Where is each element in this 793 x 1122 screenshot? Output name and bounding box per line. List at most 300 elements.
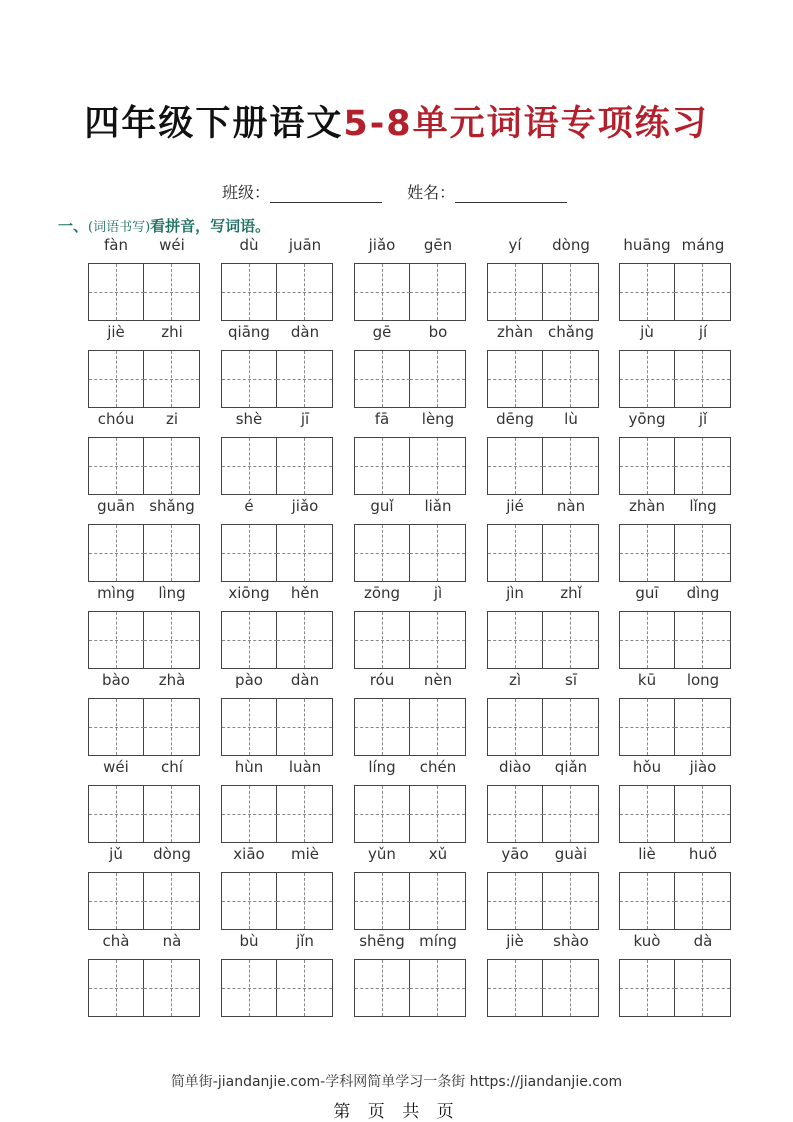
guide-line-horizontal	[543, 553, 598, 554]
guide-line-horizontal	[620, 640, 675, 641]
writing-cell[interactable]	[675, 351, 730, 407]
writing-cell[interactable]	[620, 351, 675, 407]
guide-line-horizontal	[89, 466, 144, 467]
pinyin-label: nàn	[556, 497, 586, 515]
pinyin-label: long	[686, 671, 720, 689]
pinyin-label: lù	[564, 410, 578, 428]
tianzige-box	[354, 872, 466, 930]
writing-cell[interactable]	[277, 525, 332, 581]
guide-line-horizontal	[355, 640, 410, 641]
guide-line-horizontal	[543, 379, 598, 380]
guide-line-horizontal	[277, 727, 332, 728]
guide-line-horizontal	[355, 379, 410, 380]
tianzige-box	[619, 872, 731, 930]
writing-cell[interactable]	[89, 786, 144, 842]
guide-line-horizontal	[277, 814, 332, 815]
guide-line-horizontal	[675, 727, 730, 728]
tianzige-box	[619, 785, 731, 843]
pinyin-label: dà	[693, 932, 713, 950]
pinyin-label: zhà	[158, 671, 186, 689]
pinyin-label: líng	[368, 758, 396, 776]
tianzige-box	[354, 959, 466, 1017]
writing-cell[interactable]	[277, 873, 332, 929]
writing-cell[interactable]	[410, 264, 465, 320]
writing-cell[interactable]	[222, 351, 277, 407]
guide-line-horizontal	[410, 640, 465, 641]
pinyin-label: nà	[162, 932, 182, 950]
writing-cell[interactable]	[675, 786, 730, 842]
pinyin-label: fā	[374, 410, 390, 428]
pinyin-label: guài	[554, 845, 588, 863]
guide-line-horizontal	[410, 727, 465, 728]
footer-text: 简单街-jiandanjie.com-学科网简单学习一条街 https://jiandanjie.com	[170, 1074, 623, 1090]
tianzige-box	[354, 263, 466, 321]
pinyin-label: guī	[635, 584, 659, 602]
writing-cell[interactable]	[620, 264, 675, 320]
guide-line-horizontal	[222, 640, 277, 641]
pinyin-label: juān	[288, 236, 322, 254]
writing-cell[interactable]	[488, 438, 543, 494]
guide-line-horizontal	[488, 379, 543, 380]
tianzige-box	[88, 872, 200, 930]
page-number: 第 页 共 页	[333, 1102, 460, 1122]
writing-cell[interactable]	[222, 960, 277, 1016]
writing-cell[interactable]	[222, 873, 277, 929]
pinyin-label: xiāo	[233, 845, 265, 863]
pinyin-label: dàn	[290, 323, 320, 341]
guide-line-horizontal	[277, 379, 332, 380]
writing-cell[interactable]	[675, 873, 730, 929]
section-number: 一、	[58, 217, 89, 235]
guide-line-horizontal	[277, 988, 332, 989]
tianzige-box	[221, 785, 333, 843]
writing-cell[interactable]	[543, 873, 598, 929]
guide-line-horizontal	[89, 553, 144, 554]
pinyin-label: zōng	[363, 584, 401, 602]
writing-cell[interactable]	[144, 612, 199, 668]
guide-line-horizontal	[543, 988, 598, 989]
tianzige-box	[88, 785, 200, 843]
pinyin-label: guǐ	[370, 497, 394, 515]
pinyin-label: jiǎo	[368, 236, 396, 254]
pinyin-label: zhǐ	[560, 584, 582, 602]
writing-cell[interactable]	[355, 264, 410, 320]
writing-cell[interactable]	[222, 264, 277, 320]
guide-line-horizontal	[144, 901, 199, 902]
pinyin-label: guān	[97, 497, 135, 515]
pinyin-label: lèng	[421, 410, 455, 428]
writing-cell[interactable]	[543, 351, 598, 407]
writing-cell[interactable]	[543, 525, 598, 581]
tianzige-box	[619, 350, 731, 408]
writing-cell[interactable]	[89, 351, 144, 407]
guide-line-horizontal	[488, 814, 543, 815]
tianzige-box	[354, 698, 466, 756]
writing-cell[interactable]	[488, 873, 543, 929]
tianzige-box	[487, 263, 599, 321]
pinyin-label: jiào	[689, 758, 717, 776]
guide-line-horizontal	[222, 466, 277, 467]
writing-cell[interactable]	[89, 612, 144, 668]
pinyin-label: zhi	[161, 323, 183, 341]
guide-line-horizontal	[675, 466, 730, 467]
writing-cell[interactable]	[89, 525, 144, 581]
pinyin-label: jìn	[506, 584, 524, 602]
pinyin-label: mìng	[97, 584, 135, 602]
tianzige-box	[88, 524, 200, 582]
writing-cell[interactable]	[89, 873, 144, 929]
pinyin-label: chóu	[97, 410, 135, 428]
guide-line-horizontal	[222, 901, 277, 902]
writing-cell[interactable]	[355, 699, 410, 755]
guide-line-horizontal	[675, 640, 730, 641]
pinyin-label: qiāng	[228, 323, 270, 341]
tianzige-box	[354, 350, 466, 408]
guide-line-horizontal	[488, 901, 543, 902]
writing-cell[interactable]	[355, 612, 410, 668]
guide-line-horizontal	[89, 379, 144, 380]
writing-cell[interactable]	[222, 786, 277, 842]
writing-cell[interactable]	[543, 960, 598, 1016]
guide-line-horizontal	[543, 466, 598, 467]
guide-line-horizontal	[620, 901, 675, 902]
writing-cell[interactable]	[410, 438, 465, 494]
writing-cell[interactable]	[277, 612, 332, 668]
tianzige-box	[221, 524, 333, 582]
writing-cell[interactable]	[89, 699, 144, 755]
pinyin-label: pào	[235, 671, 263, 689]
pinyin-label: jiè	[506, 932, 524, 950]
pinyin-label: hǒu	[632, 758, 662, 776]
writing-cell[interactable]	[675, 699, 730, 755]
name-label: 姓名：	[407, 183, 456, 202]
pinyin-label: gē	[372, 323, 392, 341]
writing-cell[interactable]	[144, 873, 199, 929]
pinyin-label: máng	[681, 236, 725, 254]
writing-cell[interactable]	[543, 786, 598, 842]
pinyin-label: jǔ	[109, 845, 123, 863]
guide-line-horizontal	[543, 292, 598, 293]
writing-cell[interactable]	[410, 960, 465, 1016]
guide-line-horizontal	[543, 814, 598, 815]
writing-cell[interactable]	[620, 525, 675, 581]
writing-cell[interactable]	[222, 699, 277, 755]
pinyin-label: yāo	[501, 845, 529, 863]
guide-line-horizontal	[488, 640, 543, 641]
pinyin-label: zì	[508, 671, 522, 689]
tianzige-box	[487, 524, 599, 582]
guide-line-horizontal	[89, 292, 144, 293]
guide-line-horizontal	[355, 814, 410, 815]
pinyin-label: lìng	[158, 584, 186, 602]
writing-cell[interactable]	[277, 960, 332, 1016]
tianzige-box	[487, 611, 599, 669]
guide-line-horizontal	[355, 553, 410, 554]
pinyin-label: bù	[239, 932, 259, 950]
pinyin-label: xiōng	[228, 584, 270, 602]
writing-cell[interactable]	[675, 960, 730, 1016]
pinyin-label: lǐng	[689, 497, 717, 515]
writing-cell[interactable]	[355, 351, 410, 407]
guide-line-horizontal	[620, 379, 675, 380]
guide-line-horizontal	[410, 901, 465, 902]
guide-line-horizontal	[144, 292, 199, 293]
guide-line-horizontal	[543, 901, 598, 902]
writing-cell[interactable]	[144, 438, 199, 494]
writing-cell[interactable]	[89, 264, 144, 320]
guide-line-horizontal	[620, 292, 675, 293]
pinyin-label: kuò	[633, 932, 661, 950]
pinyin-label: liǎn	[424, 497, 452, 515]
name-field[interactable]	[455, 186, 567, 203]
writing-cell[interactable]	[355, 438, 410, 494]
writing-cell[interactable]	[222, 612, 277, 668]
writing-cell[interactable]	[488, 960, 543, 1016]
writing-cell[interactable]	[488, 612, 543, 668]
guide-line-horizontal	[620, 814, 675, 815]
writing-cell[interactable]	[410, 612, 465, 668]
writing-cell[interactable]	[355, 525, 410, 581]
pinyin-label: gēn	[423, 236, 453, 254]
tianzige-box	[619, 437, 731, 495]
pinyin-label: hùn	[234, 758, 264, 776]
writing-cell[interactable]	[543, 612, 598, 668]
tianzige-box	[354, 611, 466, 669]
title-grade: 四年级下册语文	[84, 104, 344, 144]
tianzige-box	[619, 698, 731, 756]
tianzige-box	[221, 263, 333, 321]
writing-cell[interactable]	[89, 960, 144, 1016]
writing-cell[interactable]	[355, 786, 410, 842]
pinyin-label: yōng	[628, 410, 666, 428]
pinyin-label: dòng	[552, 236, 590, 254]
section-heading	[58, 215, 270, 236]
tianzige-box	[221, 350, 333, 408]
guide-line-horizontal	[89, 988, 144, 989]
writing-cell[interactable]	[144, 264, 199, 320]
guide-line-horizontal	[675, 988, 730, 989]
guide-line-horizontal	[410, 553, 465, 554]
pinyin-label: róu	[369, 671, 395, 689]
writing-cell[interactable]	[675, 525, 730, 581]
class-label: 班级：	[222, 183, 271, 202]
pinyin-label: bo	[428, 323, 448, 341]
pinyin-label: jí	[698, 323, 708, 341]
pinyin-label: huǒ	[688, 845, 718, 863]
pinyin-label: shǎng	[149, 497, 195, 515]
tianzige-box	[487, 437, 599, 495]
guide-line-horizontal	[222, 988, 277, 989]
writing-cell[interactable]	[543, 264, 598, 320]
pinyin-label: diào	[498, 758, 532, 776]
tianzige-box	[88, 263, 200, 321]
guide-line-horizontal	[355, 901, 410, 902]
writing-cell[interactable]	[89, 438, 144, 494]
tianzige-box	[88, 350, 200, 408]
writing-cell[interactable]	[620, 960, 675, 1016]
guide-line-horizontal	[89, 901, 144, 902]
writing-cell[interactable]	[144, 699, 199, 755]
student-info	[222, 180, 587, 203]
tianzige-box	[619, 959, 731, 1017]
guide-line-horizontal	[488, 553, 543, 554]
guide-line-horizontal	[488, 988, 543, 989]
pinyin-label: chà	[102, 932, 130, 950]
writing-cell[interactable]	[488, 786, 543, 842]
writing-cell[interactable]	[277, 264, 332, 320]
pinyin-label: jiǎo	[291, 497, 319, 515]
pinyin-label: huāng	[623, 236, 671, 254]
writing-cell[interactable]	[144, 960, 199, 1016]
guide-line-horizontal	[144, 379, 199, 380]
tianzige-box	[487, 959, 599, 1017]
writing-cell[interactable]	[620, 699, 675, 755]
guide-line-horizontal	[675, 553, 730, 554]
guide-line-horizontal	[144, 727, 199, 728]
writing-cell[interactable]	[277, 438, 332, 494]
guide-line-horizontal	[488, 466, 543, 467]
pinyin-label: xǔ	[428, 845, 448, 863]
writing-cell[interactable]	[620, 612, 675, 668]
guide-line-horizontal	[675, 814, 730, 815]
tianzige-box	[221, 611, 333, 669]
pinyin-label: sī	[565, 671, 577, 689]
pinyin-label: zhàn	[628, 497, 666, 515]
pinyin-label: chén	[419, 758, 457, 776]
guide-line-horizontal	[410, 466, 465, 467]
pinyin-label: yí	[508, 236, 522, 254]
guide-line-horizontal	[355, 727, 410, 728]
pinyin-label: shēng	[359, 932, 405, 950]
tianzige-box	[88, 698, 200, 756]
guide-line-horizontal	[675, 901, 730, 902]
writing-cell[interactable]	[488, 264, 543, 320]
writing-cell[interactable]	[675, 438, 730, 494]
writing-cell[interactable]	[488, 699, 543, 755]
tianzige-box	[221, 698, 333, 756]
writing-cell[interactable]	[410, 351, 465, 407]
guide-line-horizontal	[543, 640, 598, 641]
pinyin-label: jì	[433, 584, 443, 602]
pinyin-label: fàn	[104, 236, 128, 254]
pinyin-label: chǎng	[548, 323, 594, 341]
pinyin-label: dàn	[290, 671, 320, 689]
pinyin-label: shè	[235, 410, 263, 428]
tianzige-box	[88, 437, 200, 495]
guide-line-horizontal	[488, 727, 543, 728]
writing-cell[interactable]	[488, 525, 543, 581]
guide-line-horizontal	[355, 988, 410, 989]
pinyin-label: jī	[300, 410, 310, 428]
writing-cell[interactable]	[543, 699, 598, 755]
writing-cell[interactable]	[410, 873, 465, 929]
pinyin-label: jǐ	[698, 410, 708, 428]
tianzige-box	[619, 263, 731, 321]
guide-line-horizontal	[620, 466, 675, 467]
guide-line-horizontal	[144, 553, 199, 554]
writing-cell[interactable]	[675, 264, 730, 320]
tianzige-box	[354, 437, 466, 495]
writing-cell[interactable]	[488, 351, 543, 407]
guide-line-horizontal	[488, 292, 543, 293]
writing-cell[interactable]	[410, 699, 465, 755]
section-tag: (词语书写)	[88, 220, 151, 235]
tianzige-box	[354, 524, 466, 582]
writing-cell[interactable]	[144, 351, 199, 407]
writing-cell[interactable]	[620, 438, 675, 494]
writing-cell[interactable]	[144, 525, 199, 581]
tianzige-box	[354, 785, 466, 843]
writing-cell[interactable]	[277, 786, 332, 842]
writing-cell[interactable]	[355, 960, 410, 1016]
writing-cell[interactable]	[620, 873, 675, 929]
pinyin-label: dù	[239, 236, 259, 254]
pinyin-label: jié	[506, 497, 524, 515]
guide-line-horizontal	[277, 640, 332, 641]
tianzige-box	[619, 611, 731, 669]
pinyin-label: yǔn	[368, 845, 396, 863]
tianzige-box	[221, 872, 333, 930]
tianzige-box	[487, 698, 599, 756]
guide-line-horizontal	[222, 814, 277, 815]
writing-cell[interactable]	[144, 786, 199, 842]
writing-cell[interactable]	[222, 525, 277, 581]
writing-cell[interactable]	[277, 351, 332, 407]
pinyin-label: hěn	[290, 584, 320, 602]
writing-cell[interactable]	[675, 612, 730, 668]
writing-cell[interactable]	[543, 438, 598, 494]
class-field[interactable]	[270, 186, 382, 203]
guide-line-horizontal	[410, 292, 465, 293]
guide-line-horizontal	[144, 814, 199, 815]
tianzige-box	[221, 959, 333, 1017]
guide-line-horizontal	[144, 640, 199, 641]
pinyin-label: jiè	[107, 323, 125, 341]
tianzige-box	[487, 872, 599, 930]
guide-line-horizontal	[675, 379, 730, 380]
guide-line-horizontal	[277, 901, 332, 902]
tianzige-box	[88, 959, 200, 1017]
pinyin-label: kū	[637, 671, 657, 689]
pinyin-label: chí	[161, 758, 183, 776]
guide-line-horizontal	[222, 553, 277, 554]
pinyin-label: shào	[553, 932, 589, 950]
pinyin-label: qiǎn	[554, 758, 588, 776]
writing-cell[interactable]	[410, 786, 465, 842]
tianzige-box	[487, 350, 599, 408]
guide-line-horizontal	[222, 727, 277, 728]
writing-cell[interactable]	[222, 438, 277, 494]
pinyin-label: wéi	[103, 758, 129, 776]
guide-line-horizontal	[620, 727, 675, 728]
pinyin-label: dòng	[153, 845, 191, 863]
writing-cell[interactable]	[277, 699, 332, 755]
pinyin-label: wéi	[159, 236, 185, 254]
pinyin-label: nèn	[423, 671, 453, 689]
guide-line-horizontal	[277, 292, 332, 293]
guide-line-horizontal	[222, 292, 277, 293]
pinyin-label: míng	[419, 932, 457, 950]
writing-cell[interactable]	[620, 786, 675, 842]
guide-line-horizontal	[620, 988, 675, 989]
guide-line-horizontal	[277, 553, 332, 554]
guide-line-horizontal	[89, 640, 144, 641]
tianzige-box	[487, 785, 599, 843]
pinyin-label: liè	[638, 845, 656, 863]
guide-line-horizontal	[675, 292, 730, 293]
writing-cell[interactable]	[410, 525, 465, 581]
writing-cell[interactable]	[355, 873, 410, 929]
